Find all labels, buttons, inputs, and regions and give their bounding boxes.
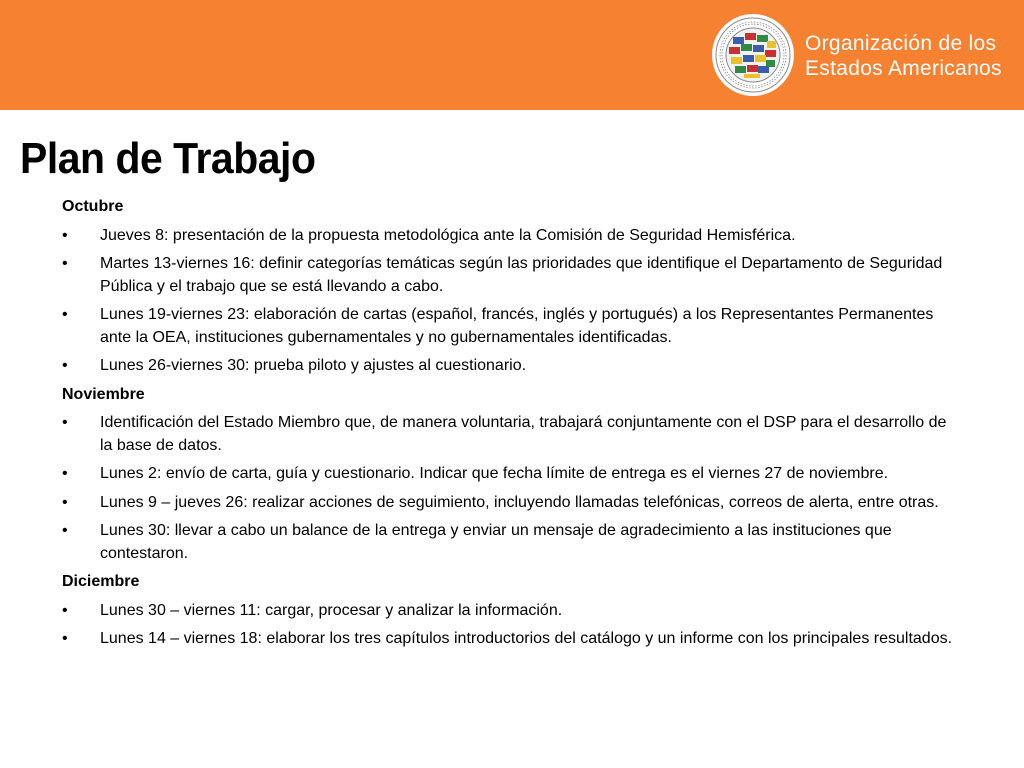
diciembre-list xyxy=(62,600,962,651)
list-item-text: Lunes 26-viernes 30: prueba piloto y ajustes al cuestionario. xyxy=(100,357,527,374)
bullet-icon: • xyxy=(62,601,68,619)
list-item xyxy=(62,355,962,378)
bullet-icon: • xyxy=(62,465,68,482)
list-item xyxy=(62,492,962,515)
list-item xyxy=(62,253,962,298)
month-heading-octubre: Octubre xyxy=(62,198,124,215)
list-item xyxy=(62,628,962,651)
bullet-icon: • xyxy=(62,630,68,647)
list-item-text: Lunes 14 – viernes 18: elaborar los tres capítulos introductorios del catálogo y un informe con los principales resultados. xyxy=(100,630,953,647)
bullet-icon: • xyxy=(62,226,68,244)
octubre-list xyxy=(62,225,962,378)
list-item-text: Jueves 8: presentación de la propuesta metodológica ante la Comisión de Seguridad Hemisférica. xyxy=(100,226,796,244)
list-item-text: Lunes 2: envío de carta, guía y cuestionario. Indicar que fecha límite de entrega es el viernes 27 de noviembre. xyxy=(100,465,889,482)
list-item-text: Martes 13-viernes 16: definir categorías temáticas según las prioridades que identifique el Departamento de Seguridad Pública y el trabajo que se está llevando a cabo. xyxy=(100,255,943,295)
list-item xyxy=(62,225,962,248)
header-banner xyxy=(0,0,1024,110)
bullet-icon: • xyxy=(62,493,68,511)
month-heading-noviembre: Noviembre xyxy=(62,385,145,403)
slide-title: Plan de Trabajo xyxy=(20,134,316,183)
list-item-text: Lunes 19-viernes 23: elaboración de cartas (español, francés, inglés y portugués) a los Representantes Permanentes ante la OEA, instituciones gubernamentales y no gubernamentales identificadas. xyxy=(100,306,934,346)
list-item xyxy=(62,520,962,565)
organization-name xyxy=(805,31,1002,81)
list-item-text: Lunes 30: llevar a cabo un balance de la entrega y enviar un mensaje de agradecimiento a las instituciones que contestaron. xyxy=(100,522,892,562)
bullet-icon: • xyxy=(62,414,68,431)
list-item xyxy=(62,304,962,349)
list-item xyxy=(62,463,962,486)
organization-name-line1: Organización de los xyxy=(805,32,997,55)
list-item xyxy=(62,600,962,623)
month-heading-diciembre: Diciembre xyxy=(62,573,140,590)
bullet-icon: • xyxy=(62,357,68,374)
noviembre-list xyxy=(62,412,962,565)
bullet-icon: • xyxy=(62,255,68,272)
list-item-text: Identificación del Estado Miembro que, de manera voluntaria, trabajará conjuntamente con el DSP para el desarrollo de la base de datos. xyxy=(100,414,947,454)
slide-content xyxy=(62,196,962,657)
bullet-icon: • xyxy=(62,306,68,323)
list-item-text: Lunes 9 – jueves 26: realizar acciones de seguimiento, incluyendo llamadas telefónicas, correos de alerta, entre otras. xyxy=(100,493,939,511)
list-item xyxy=(62,412,962,457)
organization-name-line2: Estados Americanos xyxy=(805,57,1002,80)
list-item-text: Lunes 30 – viernes 11: cargar, procesar y analizar la información. xyxy=(100,601,563,619)
oas-seal-icon xyxy=(711,13,795,97)
bullet-icon: • xyxy=(62,522,68,539)
